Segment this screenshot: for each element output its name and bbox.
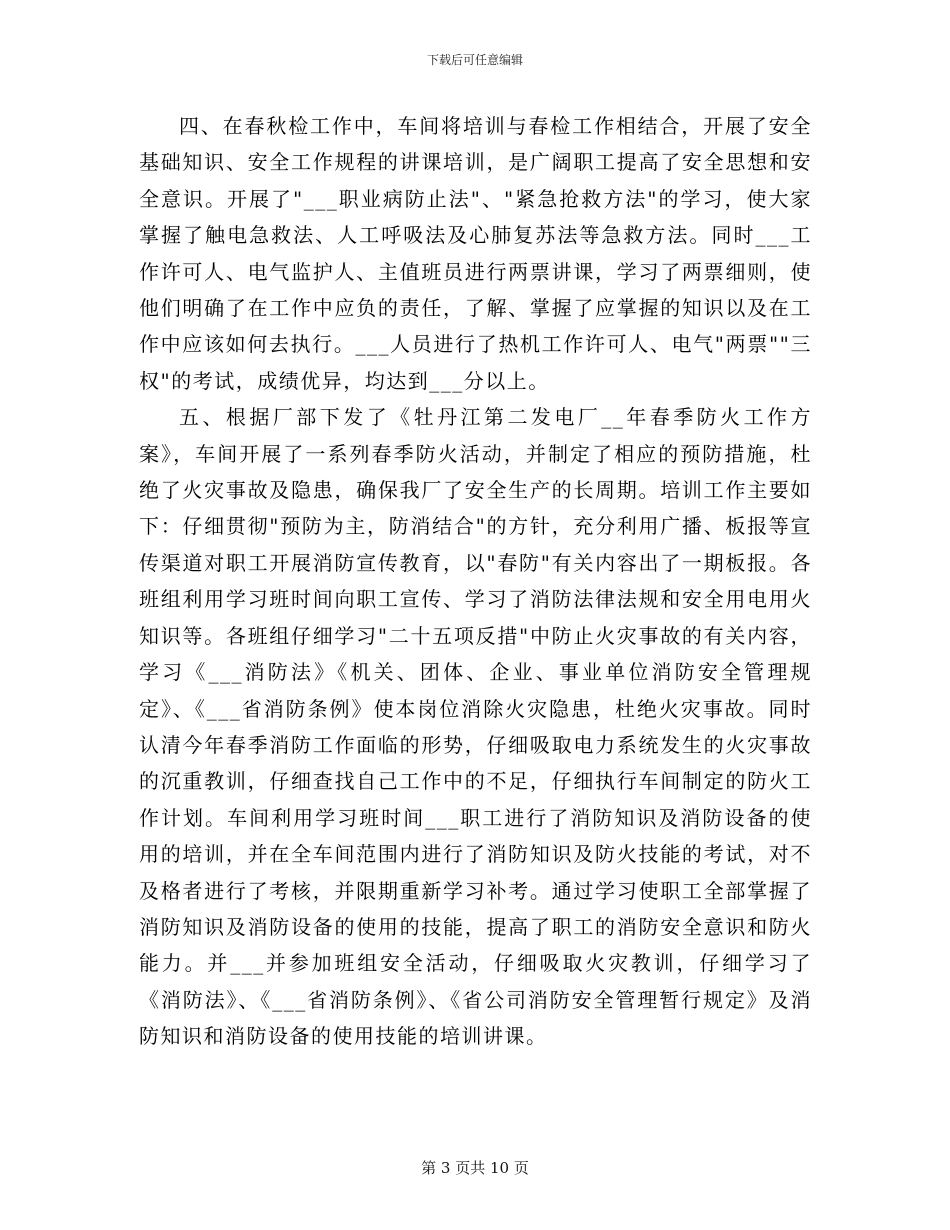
document-body (139, 108, 812, 1055)
paragraph-four: 四、在春秋检工作中，车间将培训与春检工作相结合，开展了安全基础知识、安全工作规程的讲课培训，是广阔职工提高了安全思想和安全意识。开展了"___职业病防止法"、"紧急抢救方法"的学习，使大家掌握了触电急救法、人工呼吸法及心肺复苏法等急救方法。同时___工作许可人、电气监护人、主值班员进行两票讲课，学习了两票细则，使他们明确了在工作中应负的责任，了解、掌握了应掌握的知识以及在工作中应该如何去执行。___人员进行了热机工作许可人、电气"两票""三权"的考试，成绩优异，均达到___分以上。 (139, 114, 812, 393)
page-header: 下载后可任意编辑 (426, 53, 523, 67)
paragraph-five: 五、根据厂部下发了《牡丹江第二发电厂__年春季防火工作方案》，车间开展了一系列春季防火活动，并制定了相应的预防措施，杜绝了火灾事故及隐患，确保我厂了安全生产的长周期。培训工作主要如下：仔细贯彻"预防为主，防消结合"的方针，充分利用广播、板报等宣传渠道对职工开展消防宣传教育，以"春防"有关内容出了一期板报。各班组利用学习班时间向职工宣传、学习了消防法律法规和安全用电用火知识等。各班组仔细学习"二十五项反措"中防止火灾事故的有关内容，学习《___消防法》《机关、团体、企业、事业单位消防安全管理规定》、《___省消防条例》使本岗位消除火灾隐患，杜绝火灾事故。同时认清今年春季消防工作面临的形势，仔细吸取电力系统发生的火灾事故的沉重教训，仔细查找自己工作中的不足，仔细执行车间制定的防火工作计划。车间利用学习班时间___职工进行了消防知识及消防设备的使用的培训，并在全车间范围内进行了消防知识及防火技能的考试，对不及格者进行了考核，并限期重新学习补考。通过学习使职工全部掌握了消防知识及消防设备的使用的技能，提高了职工的消防安全意识和防火能力。并___并参加班组安全活动，仔细吸取火灾教训，仔细学习了《消防法》、《___省消防条例》、《省公司消防安全管理暂行规定》及消防知识和消防设备的使用技能的培训讲课。 (139, 405, 812, 1049)
page-number: 第 3 页共 10 页 (421, 1159, 529, 1177)
